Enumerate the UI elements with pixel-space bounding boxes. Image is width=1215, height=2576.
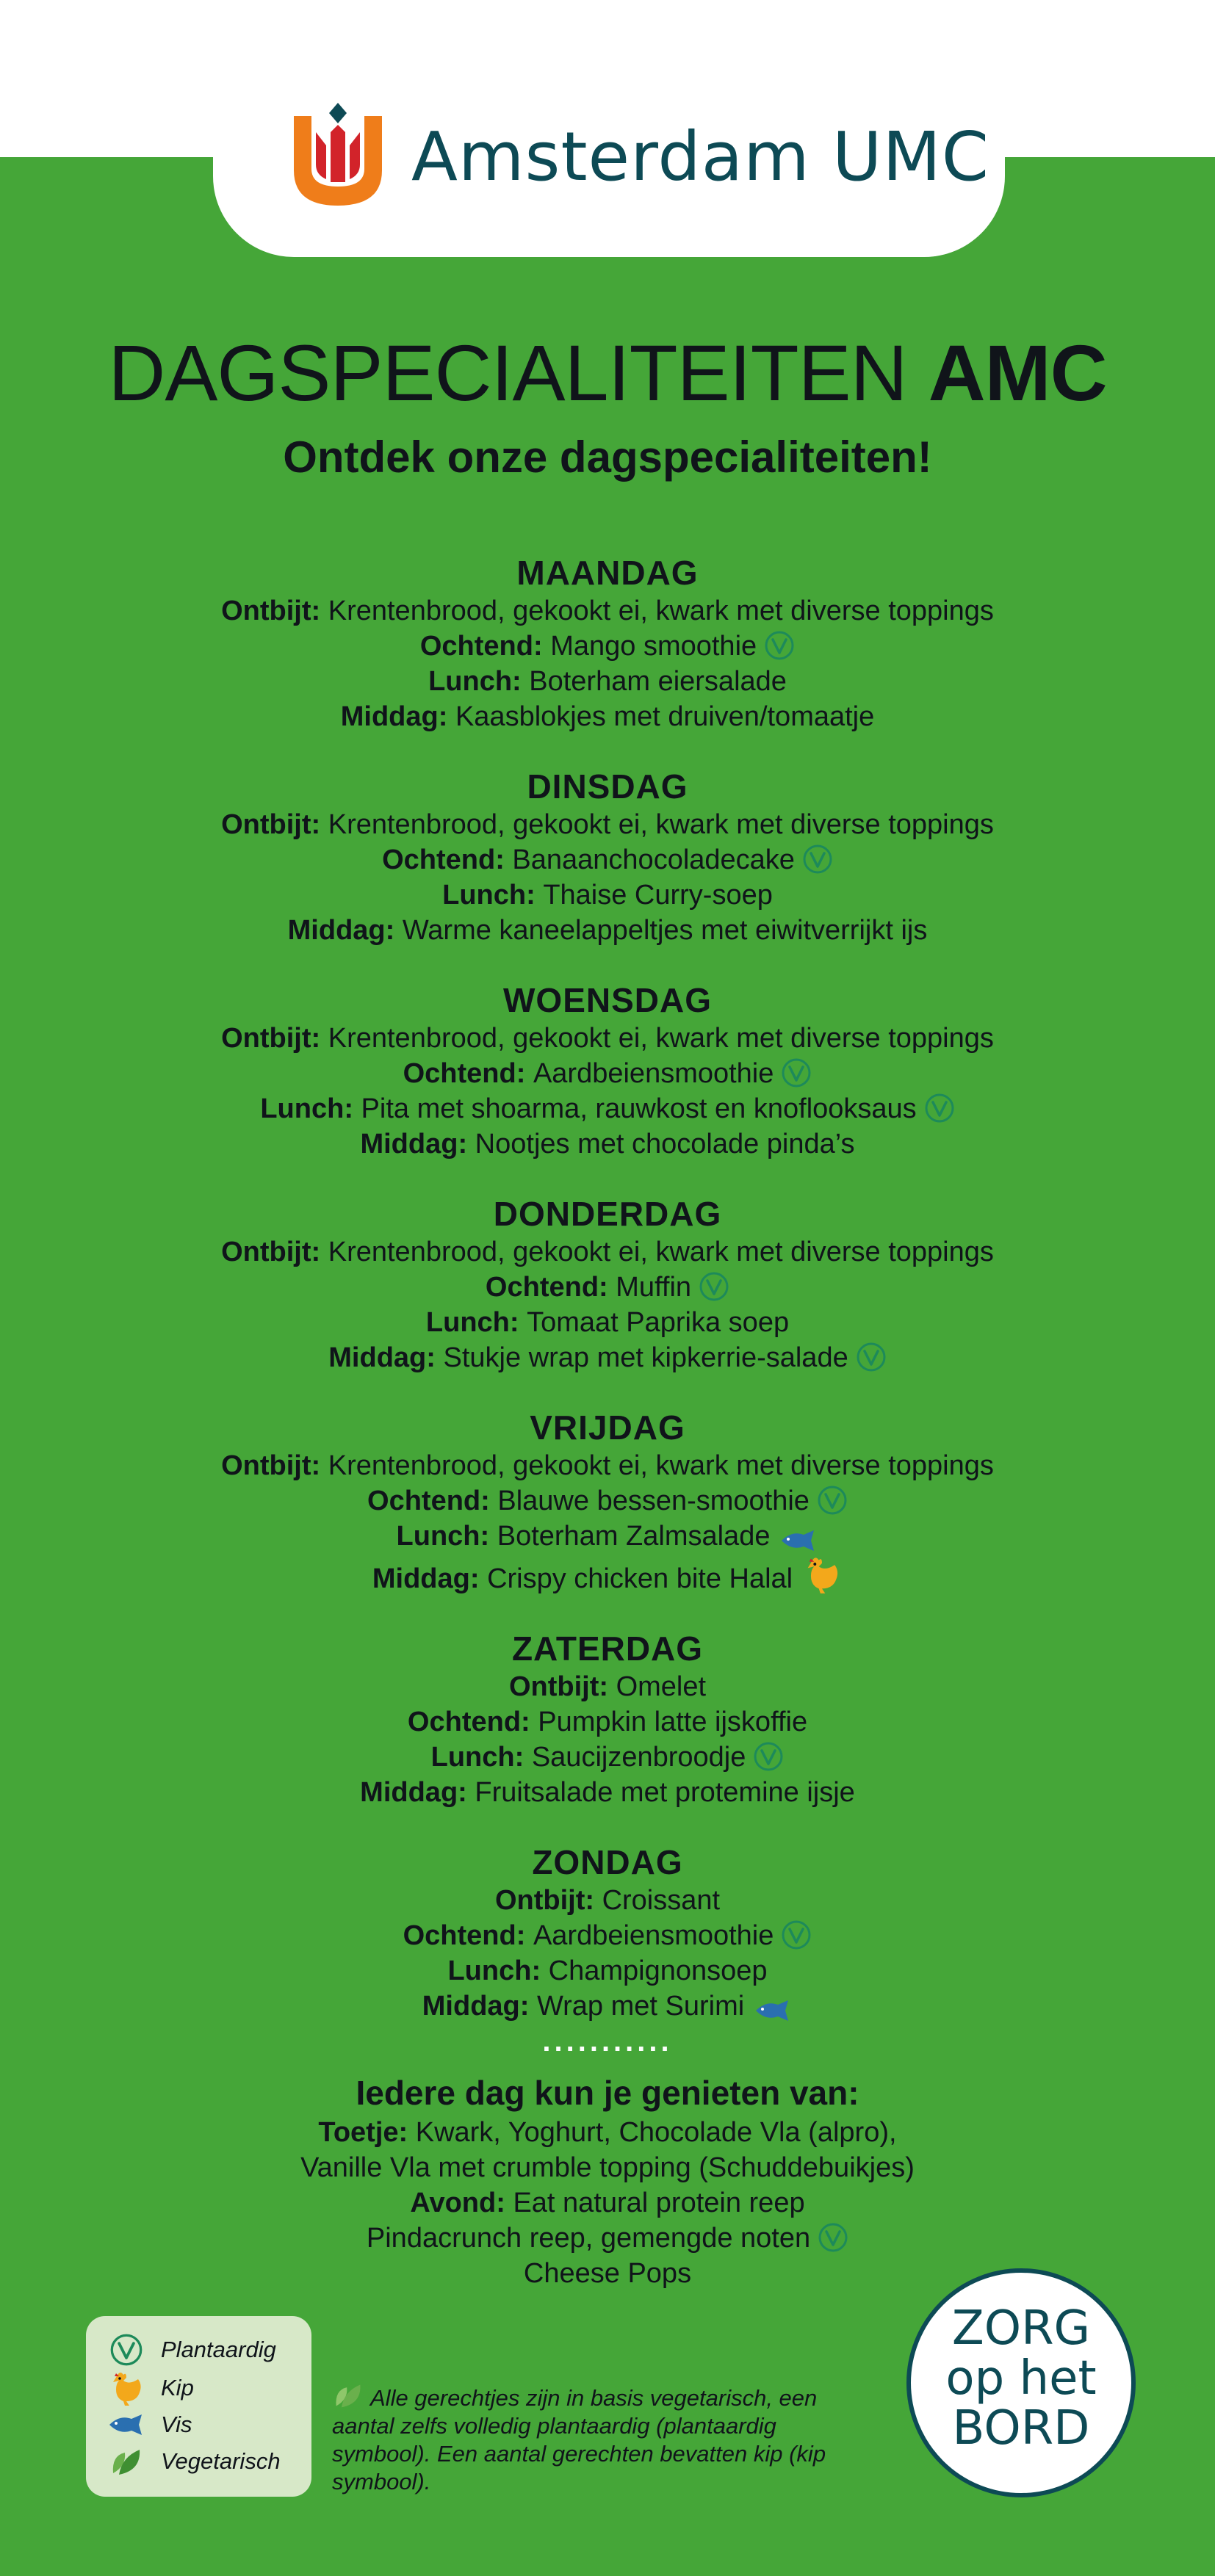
meal-label: Ontbijt bbox=[221, 1237, 311, 1267]
meal-text: Croissant bbox=[602, 1885, 721, 1916]
avond-line-2-text: Pindacrunch reep, gemengde noten bbox=[366, 2223, 811, 2254]
day-name: VRIJDAG bbox=[530, 1408, 685, 1447]
meal-text: Krentenbrood, gekookt ei, kwark met diverse toppings bbox=[328, 1237, 994, 1267]
plantaardig-icon bbox=[802, 844, 833, 875]
legend-label: Vegetarisch bbox=[161, 2448, 281, 2474]
menu-line-middag: Middag: Fruitsalade met protemine ijsje bbox=[360, 1777, 855, 1808]
menu-line-lunch: Lunch: Champignonsoep bbox=[447, 1955, 768, 1986]
badge-line-1: ZORG bbox=[951, 2301, 1091, 2356]
zorg-op-het-bord-badge bbox=[906, 2268, 1136, 2497]
meal-label: Middag bbox=[287, 915, 386, 946]
plantaardig-icon bbox=[753, 1741, 784, 1772]
menu-line-lunch: Lunch: Pita met shoarma, rauwkost en knoflooksaus bbox=[0, 1091, 1215, 1126]
meal-text: Kaasblokjes met druiven/tomaatje bbox=[455, 701, 875, 732]
day-name: ZONDAG bbox=[532, 1843, 683, 1881]
chicken-icon bbox=[107, 2369, 145, 2407]
meal-text: Champignonsoep bbox=[548, 1955, 768, 1986]
meal-label: Middag bbox=[328, 1342, 427, 1373]
meal-label: Lunch bbox=[396, 1521, 480, 1552]
day-name: ZATERDAG bbox=[511, 1629, 704, 1668]
title-bold: AMC bbox=[928, 328, 1107, 417]
meal-text: Omelet bbox=[616, 1671, 707, 1702]
day-name: DONDERDAG bbox=[493, 1195, 722, 1233]
menu-line-ochtend: Ochtend: Muffin bbox=[0, 1270, 1215, 1305]
meal-text: Krentenbrood, gekookt ei, kwark met diverse toppings bbox=[328, 596, 994, 626]
leaf-icon bbox=[332, 2381, 364, 2410]
menu-line-ontbijt: Ontbijt: Omelet bbox=[508, 1671, 707, 1702]
plantaardig-icon bbox=[781, 1057, 812, 1088]
day-maandag bbox=[0, 552, 1215, 734]
fish-icon bbox=[779, 1529, 818, 1552]
plantaardig-icon bbox=[781, 1920, 812, 1950]
meal-label: Lunch bbox=[430, 1742, 515, 1773]
plantaardig-icon bbox=[109, 2333, 143, 2367]
menu-line-ontbijt: Ontbijt: Krentenbrood, gekookt ei, kwark met diverse toppings bbox=[221, 1450, 994, 1481]
menu-line-lunch: Lunch: Boterham Zalmsalade bbox=[0, 1519, 1215, 1554]
meal-text: Blauwe bessen-smoothie bbox=[497, 1486, 810, 1516]
menu-line-ochtend: Ochtend: Pumpkin latte ijskoffie bbox=[407, 1707, 808, 1737]
meal-text: Pita met shoarma, rauwkost en knoflooksaus bbox=[361, 1093, 917, 1124]
meal-label: Middag bbox=[372, 1563, 470, 1594]
day-zaterdag bbox=[0, 1628, 1215, 1810]
meal-text: Krentenbrood, gekookt ei, kwark met diverse toppings bbox=[328, 1450, 994, 1481]
meal-label: Ontbijt bbox=[221, 1450, 311, 1481]
meal-label: Lunch bbox=[447, 1955, 532, 1986]
toetje-line: Toetje: Kwark, Yoghurt, Chocolade Vla (alpro), bbox=[318, 2117, 897, 2148]
meal-text: Aardbeiensmoothie bbox=[533, 1920, 774, 1951]
plantaardig-icon bbox=[764, 630, 795, 661]
day-vrijdag bbox=[0, 1407, 1215, 1596]
meal-text: Boterham Zalmsalade bbox=[497, 1521, 771, 1552]
avond-text: Eat natural protein reep bbox=[513, 2188, 805, 2218]
meal-label: Ochtend bbox=[407, 1707, 522, 1737]
logo-wordmark: Amsterdam UMC bbox=[411, 117, 989, 196]
meal-text: Pumpkin latte ijskoffie bbox=[538, 1707, 808, 1737]
menu-line-lunch: Lunch: Tomaat Paprika soep bbox=[425, 1307, 790, 1338]
fish-icon bbox=[753, 1999, 793, 2022]
legend-item-vis bbox=[107, 2407, 192, 2442]
menu-line-ochtend: Ochtend: Aardbeiensmoothie bbox=[0, 1056, 1215, 1091]
tulip-logo-icon bbox=[294, 103, 382, 207]
menu-line-ochtend: Ochtend: Blauwe bessen-smoothie bbox=[0, 1483, 1215, 1519]
plantaardig-icon bbox=[856, 1342, 887, 1372]
meal-text: Tomaat Paprika soep bbox=[527, 1307, 790, 1338]
day-name: WOENSDAG bbox=[503, 981, 712, 1019]
everyday-section bbox=[0, 2071, 1215, 2291]
legend-label: Kip bbox=[161, 2375, 194, 2400]
day-dinsdag bbox=[0, 766, 1215, 948]
meal-text: Muffin bbox=[616, 1272, 692, 1303]
menu-line-lunch: Lunch: Saucijzenbroodje bbox=[0, 1740, 1215, 1775]
meal-text: Mango smoothie bbox=[550, 631, 757, 662]
meal-text: Krentenbrood, gekookt ei, kwark met diverse toppings bbox=[328, 1023, 994, 1054]
meal-text: Aardbeiensmoothie bbox=[533, 1058, 774, 1089]
legend-label: Vis bbox=[161, 2412, 192, 2437]
avond-line-3: Cheese Pops bbox=[523, 2258, 692, 2289]
meal-label: Lunch bbox=[428, 666, 513, 697]
meal-text: Boterham eiersalade bbox=[529, 666, 787, 697]
meal-label: Middag bbox=[340, 701, 439, 732]
meal-label: Ontbijt bbox=[221, 1023, 311, 1054]
legend-item-kip bbox=[107, 2370, 194, 2406]
note-text: Alle gerechtjes zijn in basis vegetarisch, een aantal zelfs volledig plantaardig (plantaardig symbool). Een aantal gerechten bevatten kip (kip symbool). bbox=[332, 2385, 826, 2494]
menu-line-middag: Middag: Crispy chicken bite Halal bbox=[0, 1554, 1215, 1596]
menu-line-lunch: Lunch: Thaise Curry-soep bbox=[442, 880, 773, 911]
fish-icon bbox=[107, 2413, 146, 2436]
legend-label: Plantaardig bbox=[161, 2337, 276, 2362]
meal-label: Ochtend bbox=[382, 844, 496, 875]
avond-line: Avond: Eat natural protein reep bbox=[410, 2188, 805, 2218]
toetje-label: Toetje bbox=[318, 2117, 399, 2148]
separator-dots: ........... bbox=[542, 2025, 673, 2058]
everyday-heading: Iedere dag kun je genieten van: bbox=[356, 2074, 859, 2112]
menu-line-middag: Middag: Warme kaneelappeltjes met eiwitverrijkt ijs bbox=[287, 915, 928, 946]
plantaardig-icon bbox=[817, 1485, 848, 1516]
weekly-menu bbox=[0, 552, 1215, 2055]
meal-label: Middag bbox=[422, 1991, 520, 2022]
menu-line-lunch: Lunch: Boterham eiersalade bbox=[428, 666, 787, 697]
leaf-icon bbox=[109, 2444, 144, 2479]
meal-text: Wrap met Surimi bbox=[536, 1991, 745, 2022]
meal-label: Ochtend bbox=[403, 1920, 516, 1951]
menu-line-ontbijt: Ontbijt: Krentenbrood, gekookt ei, kwark met diverse toppings bbox=[221, 1237, 994, 1267]
plantaardig-icon bbox=[924, 1093, 955, 1124]
meal-label: Ochtend bbox=[419, 631, 533, 662]
meal-label: Ochtend bbox=[403, 1058, 516, 1089]
meal-label: Lunch bbox=[260, 1093, 345, 1124]
menu-line-ontbijt: Ontbijt: Krentenbrood, gekookt ei, kwark met diverse toppings bbox=[221, 809, 994, 840]
meal-label: Middag bbox=[360, 1129, 458, 1159]
menu-line-middag: Middag: Kaasblokjes met druiven/tomaatje bbox=[340, 701, 875, 732]
meal-label: Lunch bbox=[425, 1307, 510, 1338]
menu-line-ochtend: Ochtend: Banaanchocoladecake bbox=[0, 842, 1215, 878]
meal-text: Banaanchocoladecake bbox=[512, 844, 795, 875]
title-light: DAGSPECIALITEITEN bbox=[108, 328, 907, 417]
toetje-line-2: Vanille Vla met crumble topping (Schuddebuikjes) bbox=[300, 2152, 915, 2183]
meal-label: Ontbijt bbox=[221, 809, 311, 840]
meal-text: Stukje wrap met kipkerrie-salade bbox=[443, 1342, 848, 1373]
day-name: MAANDAG bbox=[516, 554, 699, 592]
legend-item-vegetarisch bbox=[107, 2444, 281, 2479]
plantaardig-icon bbox=[818, 2222, 848, 2253]
avond-line-2 bbox=[0, 2221, 1215, 2256]
meal-label: Ochtend bbox=[367, 1486, 481, 1516]
meal-text: Crispy chicken bite Halal bbox=[487, 1563, 793, 1594]
badge-line-2: op het bbox=[945, 2351, 1097, 2406]
chicken-icon bbox=[801, 1554, 843, 1595]
meal-text: Nootjes met chocolade pinda’s bbox=[475, 1129, 855, 1159]
page-subtitle: Ontdek onze dagspecialiteiten! bbox=[283, 433, 932, 482]
meal-text: Saucijzenbroodje bbox=[531, 1742, 746, 1773]
meal-label: Ontbijt bbox=[494, 1885, 585, 1916]
menu-line-middag: Middag: Wrap met Surimi bbox=[0, 1989, 1215, 2024]
menu-line-ontbijt: Ontbijt: Krentenbrood, gekookt ei, kwark met diverse toppings bbox=[221, 1023, 994, 1054]
menu-line-ochtend: Ochtend: Mango smoothie bbox=[0, 629, 1215, 664]
page-title bbox=[0, 327, 1215, 419]
badge-line-3: BORD bbox=[952, 2401, 1090, 2456]
day-woensdag bbox=[0, 980, 1215, 1162]
meal-text: Thaise Curry-soep bbox=[543, 880, 773, 911]
menu-line-middag: Middag: Nootjes met chocolade pinda’s bbox=[360, 1129, 855, 1159]
meal-label: Middag bbox=[360, 1777, 458, 1808]
menu-line-ochtend: Ochtend: Aardbeiensmoothie bbox=[0, 1918, 1215, 1953]
plantaardig-icon bbox=[699, 1271, 729, 1302]
meal-label: Lunch bbox=[442, 880, 527, 911]
meal-text: Fruitsalade met protemine ijsje bbox=[475, 1777, 855, 1808]
meal-text: Warme kaneelappeltjes met eiwitverrijkt ijs bbox=[402, 915, 928, 946]
menu-line-ontbijt: Ontbijt: Krentenbrood, gekookt ei, kwark met diverse toppings bbox=[221, 596, 994, 626]
day-donderdag bbox=[0, 1193, 1215, 1375]
meal-label: Ochtend bbox=[485, 1272, 599, 1303]
toetje-text: Kwark, Yoghurt, Chocolade Vla (alpro), bbox=[415, 2117, 897, 2148]
menu-line-middag: Middag: Stukje wrap met kipkerrie-salade bbox=[0, 1340, 1215, 1375]
meal-label: Ontbijt bbox=[508, 1671, 599, 1702]
vegetarian-note bbox=[332, 2381, 846, 2496]
meal-label: Ontbijt bbox=[221, 596, 311, 626]
day-name: DINSDAG bbox=[527, 767, 688, 806]
meal-text: Krentenbrood, gekookt ei, kwark met diverse toppings bbox=[328, 809, 994, 840]
legend-item-plantaardig bbox=[107, 2332, 276, 2367]
menu-line-ontbijt: Ontbijt: Croissant bbox=[494, 1885, 721, 1916]
day-zondag bbox=[0, 1842, 1215, 2024]
avond-label: Avond bbox=[410, 2188, 497, 2218]
legend bbox=[86, 2316, 311, 2497]
